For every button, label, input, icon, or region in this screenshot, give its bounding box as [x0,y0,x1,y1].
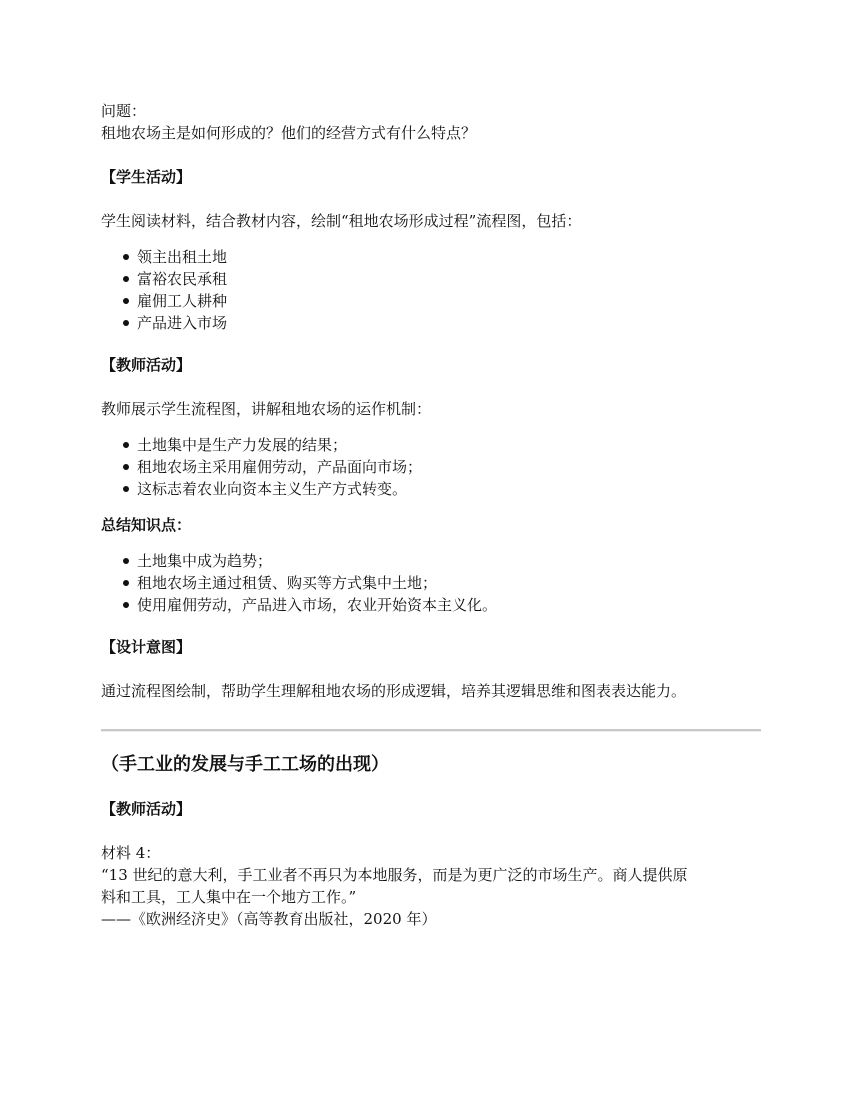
bullet-icon [123,602,129,608]
question-label: 问题： [101,102,147,120]
design-intent-heading: 【设计意图】 [101,638,192,656]
summary-list [101,550,761,616]
question-text: 租地农场主是如何形成的？他们的经营方式有什么特点？ [101,124,477,142]
bullet-icon [123,442,129,448]
material-quote-line-2: 料和工具，工人集中在一个地方工作。” [101,888,357,906]
teacher-activity-list [101,434,761,500]
list-item: 土地集中是生产力发展的结果； [137,434,761,456]
list-item: 雇佣工人耕种 [137,290,761,312]
teacher-activity-intro: 教师展示学生流程图，讲解租地农场的运作机制： [101,400,432,418]
bullet-icon [123,298,129,304]
summary-heading: 总结知识点： [101,516,192,534]
student-activity-list [101,246,761,334]
bullet-icon [123,254,129,260]
bullet-icon [123,464,129,470]
list-item: 领主出租土地 [137,246,761,268]
bullet-icon [123,580,129,586]
list-item: 产品进入市场 [137,312,761,334]
list-item: 租地农场主采用雇佣劳动，产品面向市场； [137,456,761,478]
bullet-icon [123,276,129,282]
list-item: 土地集中成为趋势； [137,550,761,572]
student-activity-intro: 学生阅读材料，结合教材内容，绘制“租地农场形成过程”流程图，包括： [101,212,582,230]
section-title: （手工业的发展与手工工场的出现） [101,754,389,775]
bullet-icon [123,320,129,326]
list-item: 租地农场主通过租赁、购买等方式集中土地； [137,572,761,594]
document-page [101,100,761,930]
list-item: 这标志着农业向资本主义生产方式转变。 [137,478,761,500]
material-source: ——《欧洲经济史》（高等教育出版社，2020 年） [101,910,437,928]
material-quote-line-1: “13 世纪的意大利，手工业者不再只为本地服务，而是为更广泛的市场生产。商人提供原 [101,866,688,884]
student-activity-heading: 【学生活动】 [101,168,192,186]
list-item: 富裕农民承租 [137,268,761,290]
teacher-activity-heading: 【教师活动】 [101,356,192,374]
bullet-icon [123,558,129,564]
design-intent-text: 通过流程图绘制，帮助学生理解租地农场的形成逻辑，培养其逻辑思维和图表表达能力。 [101,682,687,700]
section-teacher-heading: 【教师活动】 [101,800,192,818]
bullet-icon [123,486,129,492]
list-item: 使用雇佣劳动，产品进入市场，农业开始资本主义化。 [137,594,761,616]
material-label: 材料 4： [101,844,161,862]
